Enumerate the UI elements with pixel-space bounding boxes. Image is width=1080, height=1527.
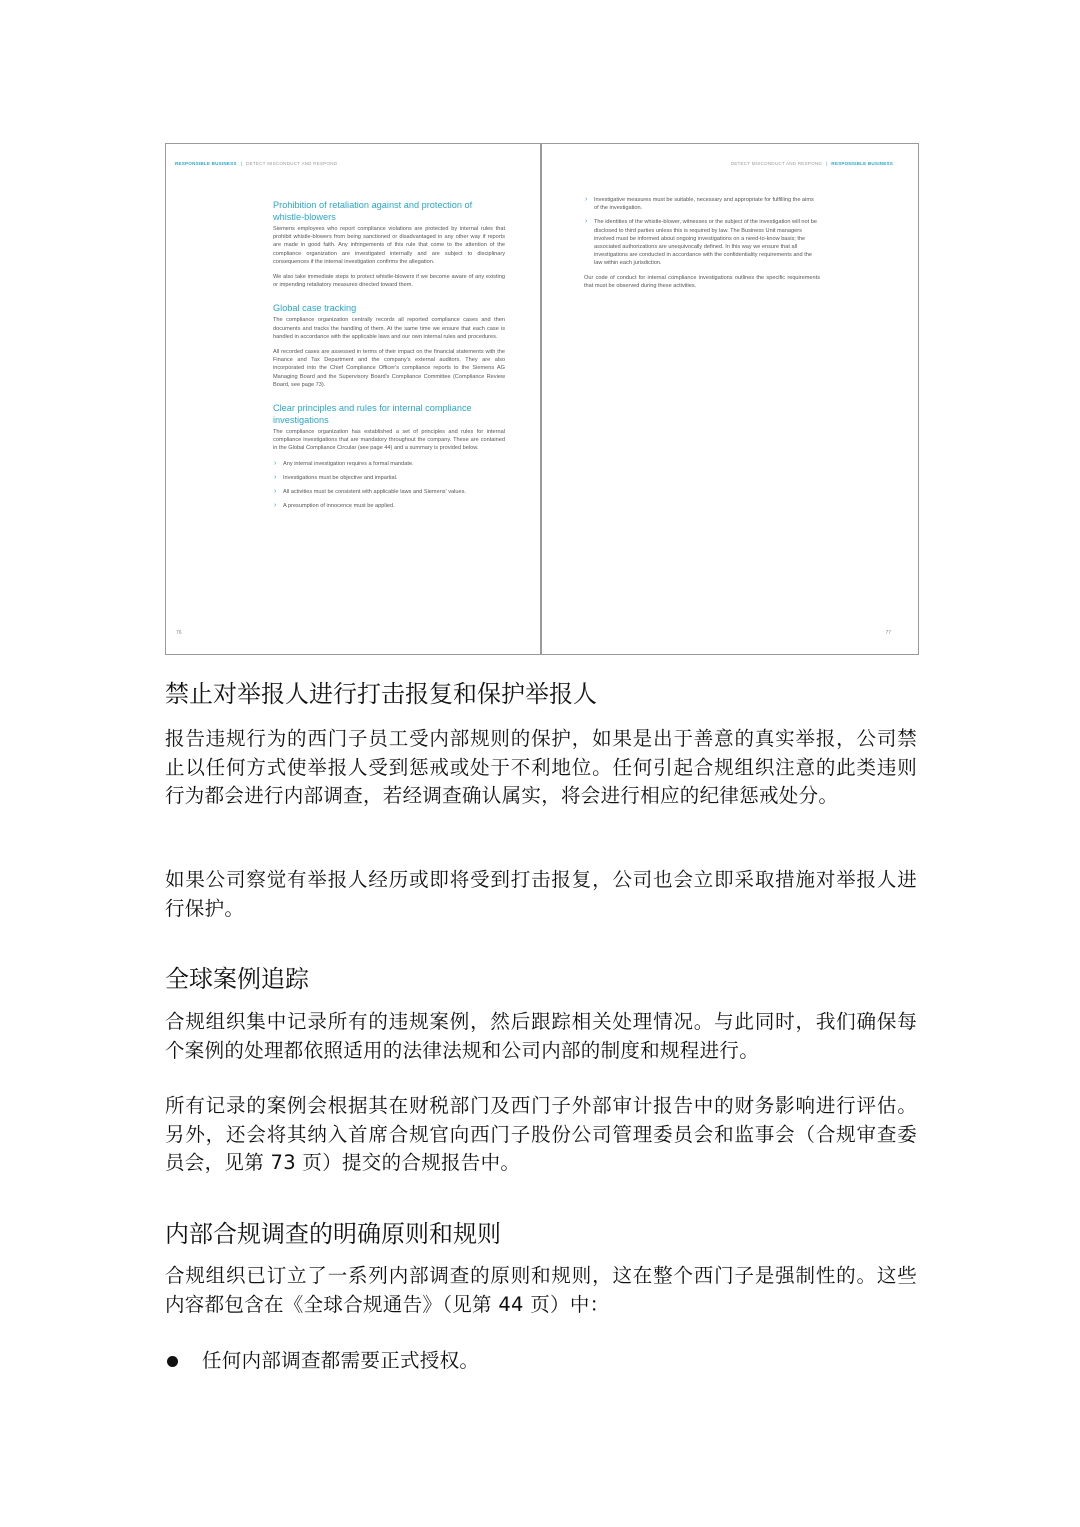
report-list-item: › A presumption of innocence must be applied. (273, 502, 505, 510)
paragraph-retaliation-2: 如果公司察觉有举报人经历或即将受到打击报复，公司也会立即采取措施对举报人进行保护。 (165, 868, 917, 920)
report-list-item: › Investigative measures must be suitable, necessary and appropriate for fulfilling the aims of the investigation. (584, 196, 820, 212)
left-page-column (273, 199, 505, 516)
report-paragraph: Our code of conduct for internal compliance investigations outlines the specific requirements that must be observed during these activities. (584, 274, 820, 289)
embedded-report-spread (165, 143, 919, 655)
paragraph-investigation-rules: 合规组织已订立了一系列内部调查的原则和规则，这在整个西门子是强制性的。这些内容都包含在《全球合规通告》（见第 44 页）中： (165, 1264, 917, 1316)
section-title-investigation-rules: 内部合规调查的明确原则和规则 (165, 1220, 501, 1248)
right-page-column (584, 196, 820, 297)
report-paragraph: Siemens employees who report compliance violations are protected by internal rules that prohibit whistle-blowers from being sanctioned or disadvantaged in any other way if reports are made in good faith. Any infringements of this rule that come to the attention of the compliance organization are investigated internally and are subject to disciplinary consequences if the internal investigation confirms the allegation. (273, 226, 505, 265)
page-number-left: 76 (176, 630, 182, 636)
report-paragraph: We also take immediate steps to protect whistle-blowers if we become aware of any existing or impending retaliatory measures directed toward them. (273, 274, 505, 289)
paragraph-case-tracking-2: 所有记录的案例会根据其在财税部门及西门子外部审计报告中的财务影响进行评估。另外，还会将其纳入首席合规官向西门子股份公司管理委员会和监事会（合规审查委员会，见第 73 页）提交的合规报告中。 (165, 1094, 917, 1174)
page-number-right: 77 (885, 630, 891, 636)
report-page-left (166, 144, 542, 654)
page-header-left: RESPONSIBLE BUSINESS | DETECT MISCONDUCT AND RESPOND (175, 161, 338, 166)
report-list-item: › The identities of the whistle-blower, witnesses or the subject of the investigation will not be disclosed to third parties unless this is required by law. The Business Unit managers involved must be informed about ongoing investigations on a need-to-know basis; the associated authorizations are unequivocally defined. In this way we ensure that all investigations are conducted in accordance with the confidentiality requirements and the law within each jurisdiction. (584, 218, 820, 267)
bullet-item (165, 1347, 917, 1376)
report-heading: Clear principles and rules for internal compliance investigations (273, 403, 472, 426)
report-paragraph: The compliance organization centrally records all reported compliance cases and then documents and tracks the handling of them. At the same time we ensure that each case is handled in accordance with the applicable laws and our own internal rules and procedures. (273, 317, 505, 340)
section-title-retaliation: 禁止对举报人进行打击报复和保护举报人 (165, 680, 597, 708)
report-list-item: › All activities must be consistent with applicable laws and Siemens' values. (273, 488, 505, 496)
report-heading: Prohibition of retaliation against and protection of whistle-blowers (273, 200, 473, 222)
report-heading: Global case tracking (273, 303, 357, 314)
section-title-case-tracking: 全球案例追踪 (165, 965, 309, 993)
page-header-right: DETECT MISCONDUCT AND RESPOND | RESPONSIBLE BUSINESS (730, 161, 893, 166)
bullet-text: 任何内部调查都需要正式授权。 (202, 1349, 480, 1372)
report-list-item: › Any internal investigation requires a formal mandate. (273, 460, 505, 468)
report-page-right (542, 144, 918, 654)
report-list-item: › Investigations must be objective and impartial. (273, 474, 505, 482)
report-paragraph: The compliance organization has established a set of principles and rules for internal compliance investigations that are mandatory throughout the company. These are contained in the Global Compliance Circular (see page 44) and a summary is provided below. (273, 429, 505, 452)
report-paragraph: All recorded cases are assessed in terms of their impact on the financial statements with the Finance and Tax Department and the company's external auditors. They are also incorporated into the Chief Compliance Officer's compliance reports to the Siemens AG Managing Board and the Supervisory Board's Compliance Committee (Compliance Review Board, see page 73). (273, 349, 505, 388)
paragraph-retaliation-1: 报告违规行为的西门子员工受内部规则的保护，如果是出于善意的真实举报，公司禁止以任何方式使举报人受到惩戒或处于不利地位。任何引起合规组织注意的此类违则行为都会进行内部调查，若经调查确认属实，将会进行相应的纪律惩戒处分。 (165, 727, 917, 807)
paragraph-case-tracking-1: 合规组织集中记录所有的违规案例，然后跟踪相关处理情况。与此同时，我们确保每个案例的处理都依照适用的法律法规和公司内部的制度和规程进行。 (165, 1010, 917, 1062)
bullet-dot-icon (167, 1356, 178, 1367)
